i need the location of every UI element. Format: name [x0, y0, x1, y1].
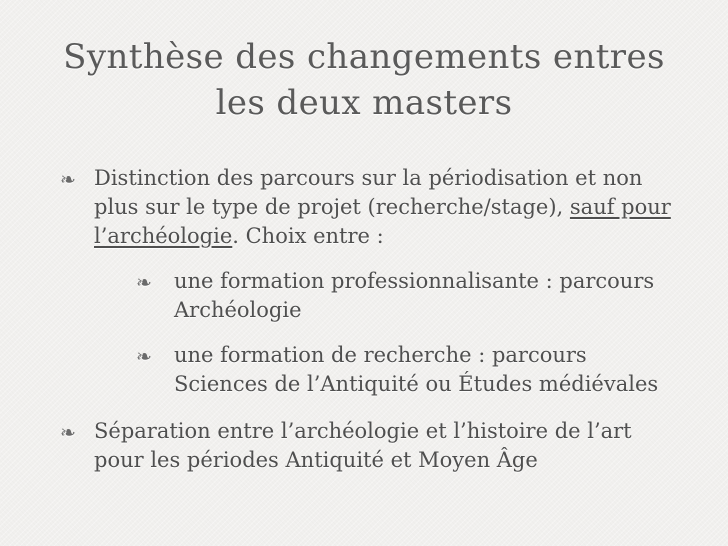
slide-body [60, 164, 680, 475]
floral-heart-bullet-icon: ❧ [60, 422, 76, 444]
floral-heart-bullet-icon: ❧ [136, 346, 152, 368]
item-1-text: Distinction des parcours sur la périodisation et non plus sur le type de projet (recherche/stage), [94, 166, 643, 219]
sub-item-1-text: une formation professionnalisante : parcours Archéologie [174, 269, 655, 322]
list-item [60, 164, 680, 399]
item-2-text: Séparation entre l’archéologie et l’histoire de l’art pour les périodes Antiquité et Moyen Âge [94, 419, 632, 472]
list-item [60, 417, 680, 475]
item-1-text-end: . Choix entre : [232, 224, 384, 248]
sub-list-item [134, 267, 680, 325]
floral-heart-bullet-icon: ❧ [136, 272, 152, 294]
title-line-2: les deux masters [215, 83, 513, 123]
sub-item-2-text: une formation de recherche : parcours Sciences de l’Antiquité ou Études médiévales [174, 343, 659, 396]
slide-title [40, 34, 688, 126]
title-line-1: Synthèse des changements entres [63, 37, 665, 77]
archeologie-link[interactable]: sauf pour l’archéologie [94, 195, 671, 248]
floral-heart-bullet-icon: ❧ [60, 169, 76, 191]
sub-list-item [134, 341, 680, 399]
